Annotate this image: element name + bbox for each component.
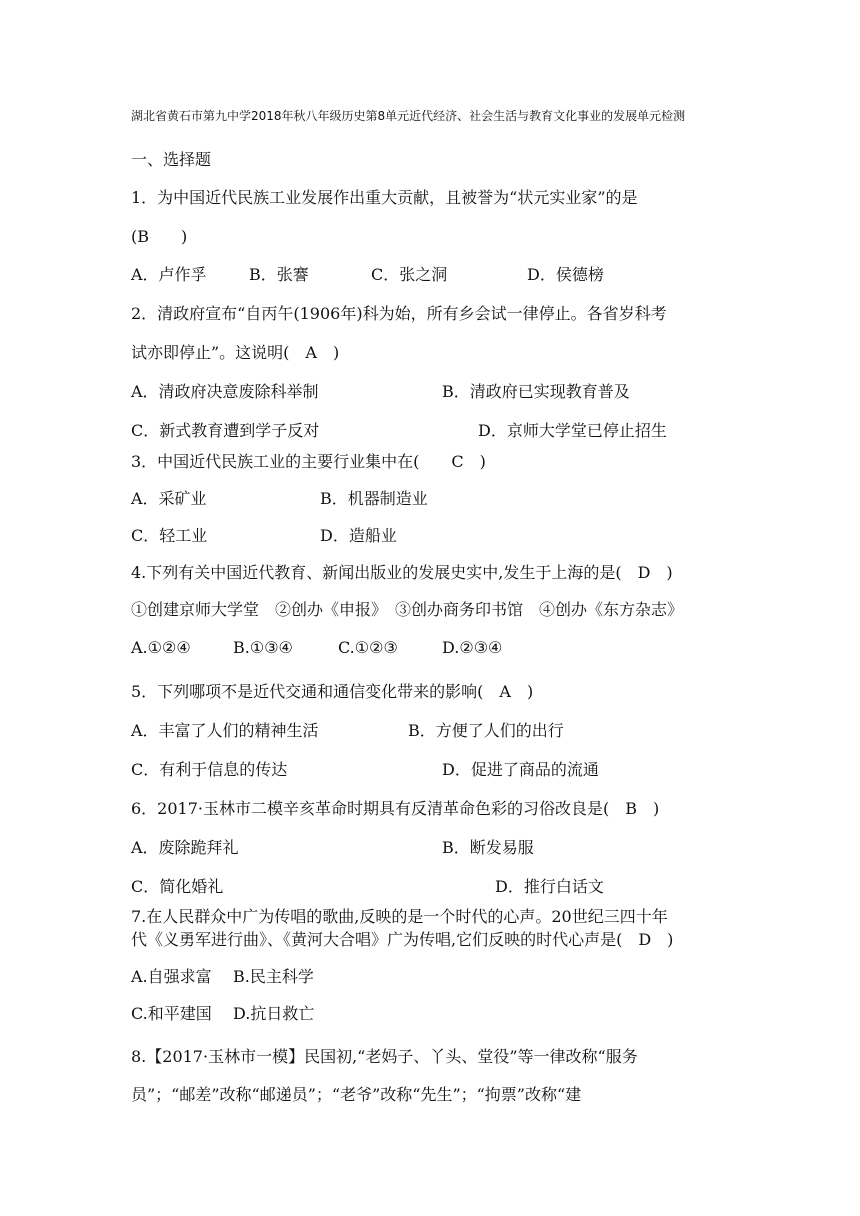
option-a: A．卢作孚 <box>131 265 207 284</box>
question-7-stem-line-2: 代《义勇军进行曲》、《黄河大合唱》广为传唱,它们反映的时代心声是( D ) <box>131 930 674 949</box>
option-c: C．张之洞 <box>371 265 448 284</box>
option-a: A．清政府决意废除科举制 <box>131 382 319 401</box>
option-c: C．简化婚礼 <box>131 877 224 896</box>
question-1-stem-line-2: (B ) <box>131 227 188 246</box>
option-d: D．侯德榜 <box>527 265 604 284</box>
option-d: D．推行白话文 <box>495 877 604 896</box>
option-a: A.①②④ <box>131 638 191 657</box>
option-d: D.②③④ <box>442 638 503 657</box>
question-4-stem-line-2: ①创建京师大学堂 ②创办《申报》 ③创办商务印书馆 ④创办《东方杂志》 <box>131 600 684 619</box>
option-c: C．有利于信息的传达 <box>131 760 288 779</box>
option-c: C.和平建国 <box>131 1004 212 1023</box>
option-b: B.①③④ <box>233 638 293 657</box>
question-6-stem: 6．2017·玉林市二模辛亥革命时期具有反清革命色彩的习俗改良是( B ) <box>131 799 660 818</box>
question-8-stem-line-2: 员”；“邮差”改称“邮递员”；“老爷”改称“先生”；“拘票”改称“建 <box>131 1085 582 1104</box>
question-1-stem-line-1: 1．为中国近代民族工业发展作出重大贡献，且被誉为“状元实业家”的是 <box>131 188 638 207</box>
option-d: D．造船业 <box>320 526 397 545</box>
option-d: D.抗日救亡 <box>233 1004 315 1023</box>
option-c: C.①②③ <box>338 638 398 657</box>
option-a: A．丰富了人们的精神生活 <box>131 721 319 740</box>
option-b: B.民主科学 <box>233 967 314 986</box>
option-c: C．轻工业 <box>131 526 208 545</box>
section-heading: 一、选择题 <box>131 150 212 169</box>
option-a: A．采矿业 <box>131 489 207 508</box>
option-b: B．机器制造业 <box>320 489 428 508</box>
question-5-stem: 5．下列哪项不是近代交通和通信变化带来的影响( A ) <box>131 682 534 701</box>
question-3-stem: 3．中国近代民族工业的主要行业集中在( C ) <box>131 452 486 471</box>
question-8-stem-line-1: 8.【2017·玉林市一模】民国初,“老妈子、丫头、堂役”等一律改称“服务 <box>131 1047 638 1066</box>
option-a: A．废除跪拜礼 <box>131 838 239 857</box>
question-2-stem-line-2: 试亦即停止”。这说明( A ) <box>131 343 340 362</box>
option-a: A.自强求富 <box>131 967 212 986</box>
option-c: C．新式教育遭到学子反对 <box>131 421 320 440</box>
option-b: B．断发易服 <box>442 838 534 857</box>
question-7-stem-line-1: 7.在人民群众中广为传唱的歌曲,反映的是一个时代的心声。20世纪三四十年 <box>131 907 668 926</box>
option-b: B．方便了人们的出行 <box>408 721 564 740</box>
option-d: D．促进了商品的流通 <box>442 760 599 779</box>
question-4-stem-line-1: 4.下列有关中国近代教育、新闻出版业的发展史实中,发生于上海的是( D ) <box>131 563 673 582</box>
option-b: B．清政府已实现教育普及 <box>442 382 630 401</box>
option-d: D．京师大学堂已停止招生 <box>478 421 667 440</box>
option-b: B．张謇 <box>249 265 309 284</box>
question-2-stem-line-1: 2．清政府宣布“自丙午(1906年)科为始，所有乡会试一律停止。各省岁科考 <box>131 304 667 323</box>
document-title: 湖北省黄石市第九中学2018年秋八年级历史第8单元近代经济、社会生活与教育文化事业的发展单元检测 <box>131 109 686 123</box>
